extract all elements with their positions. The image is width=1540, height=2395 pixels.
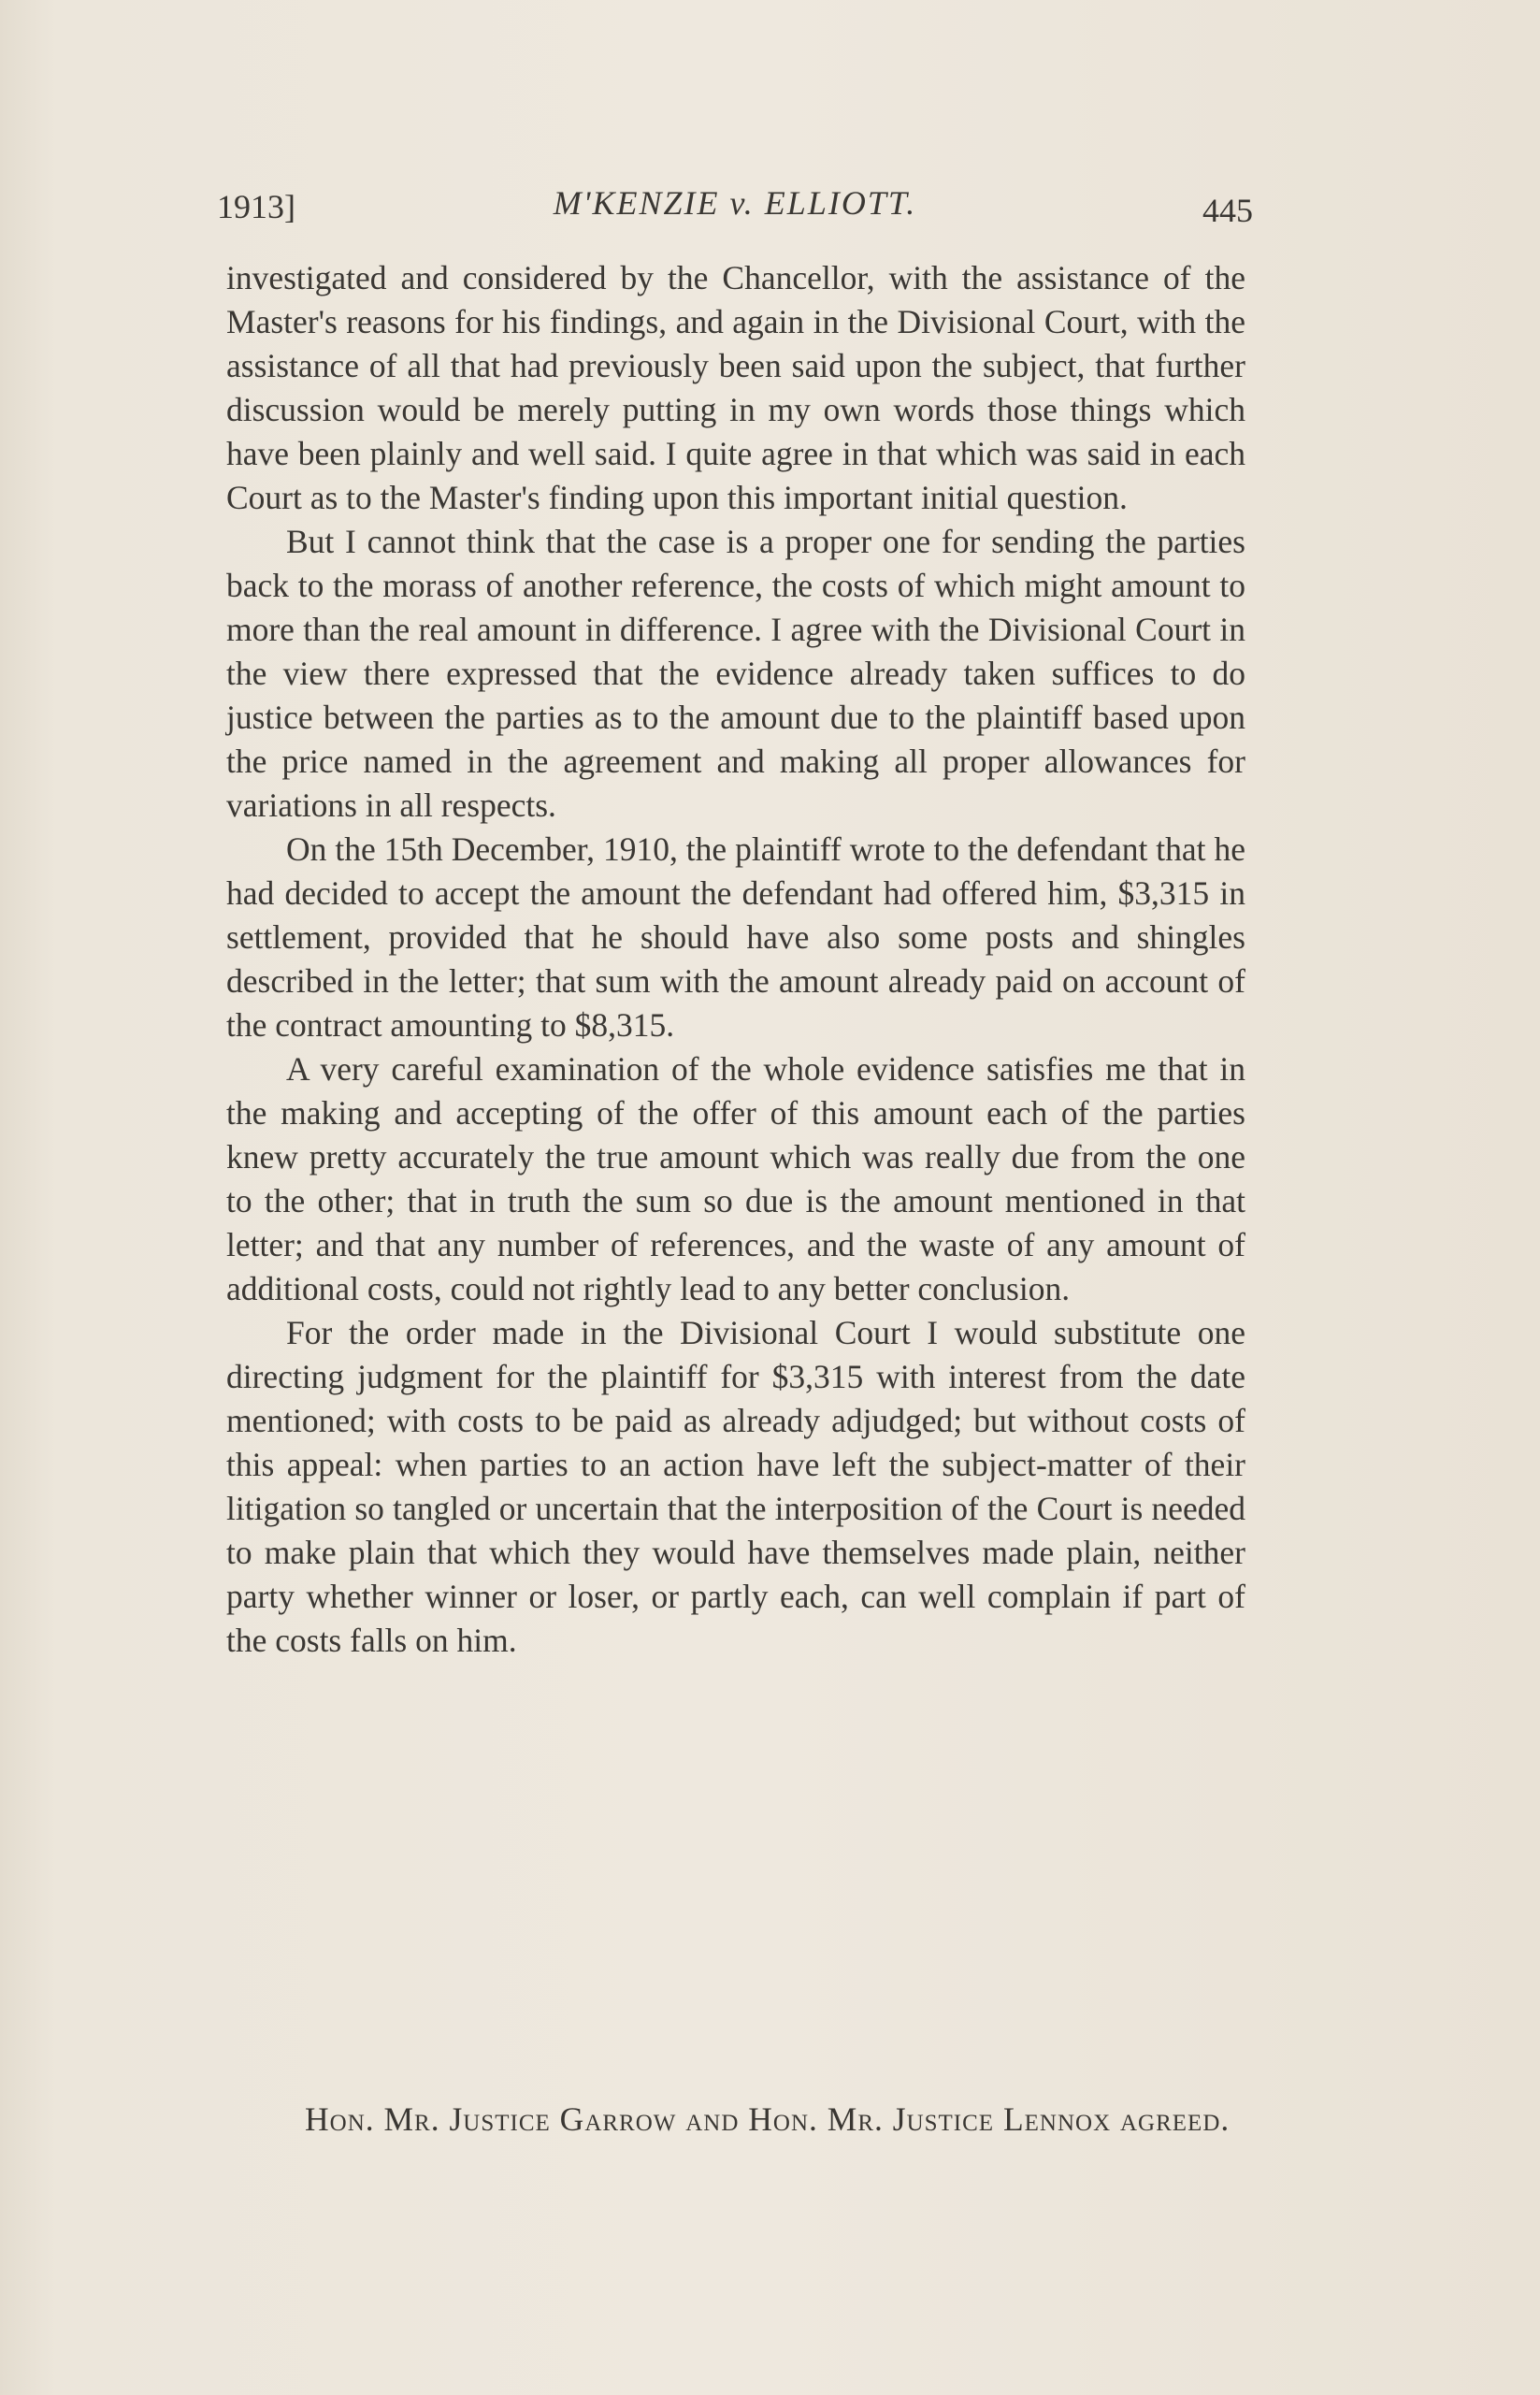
paragraph-5: For the order made in the Divisional Court I would substitute one directing judgment for the plaintiff for $3,315 with interest from the date mentioned; with costs to be paid as already adjudged; but without costs of this appeal: when parties to an action have left the subject-matter of their litigation so tangled or uncertain that the interposition of the Court is needed to make plain that which they would have themselves made plain, neither party whether winner or loser, or partly each, can well complain if part of the costs falls on him.	[226, 1314, 1245, 1659]
paragraph-1: investigated and considered by the Chancellor, with the assistance of the Master's reasons for his findings, and again in the Divisional Court, with the assistance of all that had previously been said upon the subject, that further discussion would be merely putting in my own words those things which have been plainly and well said. I quite agree in that which was said in each Court as to the Master's finding upon this important initial question.	[226, 259, 1245, 516]
concurrence-note: Hon. Mr. Justice Garrow and Hon. Mr. Justice Lennox agreed.	[305, 2100, 1231, 2138]
paragraph-3: On the 15th December, 1910, the plaintiff wrote to the defendant that he had decided to accept the amount the defendant had offered him, $3,315 in settlement, provided that he should have also some posts and shingles described in the letter; that sum with the amount already paid on account of the contract amounting to $8,315.	[226, 830, 1245, 1044]
running-header	[217, 184, 1253, 234]
page-number: 445	[1202, 192, 1253, 229]
paragraph-4: A very careful examination of the whole evidence satisfies me that in the making and accepting of the offer of this amount each of the parties knew pretty accurately the true amount which was really due from the one to the other; that in truth the sum so due is the amount mentioned in that letter; and that any number of references, and the waste of any amount of additional costs, could not rightly lead to any better conclusion.	[226, 1050, 1245, 1307]
body-text	[226, 256, 1245, 1663]
paragraph-2: But I cannot think that the case is a proper one for sending the parties back to the morass of another reference, the costs of which might amount to more than the real amount in difference. I agree with the Divisional Court in the view there expressed that the evidence already taken suffices to do justice between the parties as to the amount due to the plaintiff based upon the price named in the agreement and making all proper allowances for variations in all respects.	[226, 523, 1245, 824]
header-title: M'KENZIE v. ELLIOTT.	[553, 184, 917, 222]
header-year: 1913]	[217, 188, 295, 225]
